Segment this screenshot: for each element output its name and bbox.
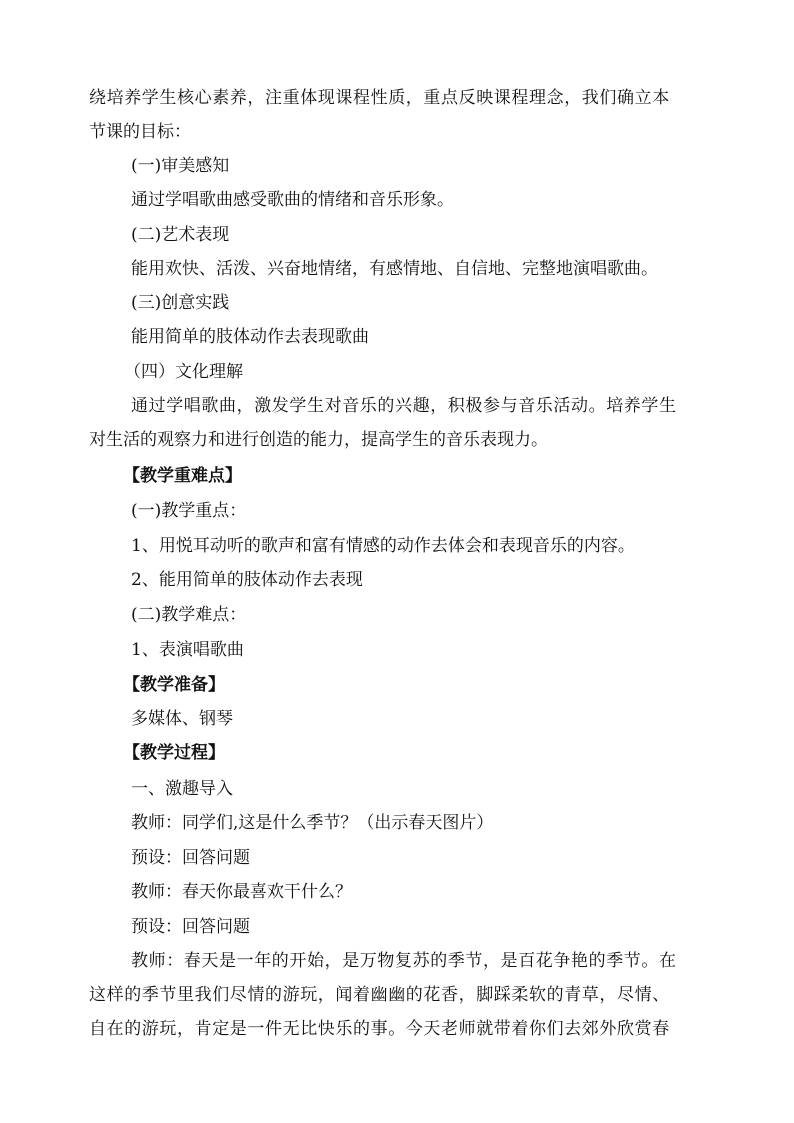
section-heading: (二)艺术表现 — [131, 225, 230, 245]
bracket-heading: 【教学准备】 — [123, 675, 225, 695]
section-heading: (三)创意实践 — [131, 293, 230, 313]
paragraph-line: 这样的季节里我们尽情的游玩，闻着幽幽的花香，脚踩柔软的青草，尽情、 — [89, 985, 670, 1005]
paragraph-line: 自在的游玩，肯定是一件无比快乐的事。今天老师就带着你们去郊外欣赏春 — [89, 1019, 670, 1039]
paragraph-line: 通过学唱歌曲感受歌曲的情绪和音乐形象。 — [131, 190, 454, 210]
section-heading: （四）文化理解 — [124, 362, 243, 382]
list-item: 2、能用简单的肢体动作去表现 — [131, 570, 363, 590]
paragraph-line: 节课的目标： — [89, 122, 191, 142]
section-heading: (二)教学难点： — [131, 605, 247, 625]
bracket-heading: 【教学重难点】 — [123, 466, 242, 486]
dialogue-line: 预设：回答问题 — [131, 917, 250, 937]
list-item: 1、用悦耳动听的歌声和富有情感的动作去体会和表现音乐的内容。 — [131, 536, 635, 556]
paragraph-line: 通过学唱歌曲，激发学生对音乐的兴趣，积极参与音乐活动。培养学生 — [131, 396, 677, 416]
section-heading: 一、激趣导入 — [131, 779, 233, 799]
dialogue-line: 教师：春天是一年的开始，是万物复苏的季节，是百花争艳的季节。在 — [131, 951, 677, 971]
dialogue-line: 预设：回答问题 — [131, 848, 250, 868]
paragraph-line: 能用简单的肢体动作去表现歌曲 — [131, 327, 369, 347]
list-item: 1、表演唱歌曲 — [131, 640, 244, 660]
dialogue-line: 教师：春天你最喜欢干什么？ — [131, 882, 352, 902]
paragraph-line: 绕培养学生核心素养，注重体现课程性质，重点反映课程理念，我们确立本 — [89, 88, 670, 108]
paragraph-line: 能用欢快、活泼、兴奋地情绪，有感情地、自信地、完整地演唱歌曲。 — [131, 259, 658, 279]
bracket-heading: 【教学过程】 — [123, 743, 225, 763]
section-heading: (一)审美感知 — [131, 156, 230, 176]
section-heading: (一)教学重点： — [131, 501, 247, 521]
paragraph-line: 对生活的观察力和进行创造的能力，提高学生的音乐表现力。 — [89, 430, 548, 450]
paragraph-line: 多媒体、钢琴 — [131, 709, 233, 729]
dialogue-line: 教师：同学们,这是什么季节？（出示春天图片） — [131, 813, 494, 833]
